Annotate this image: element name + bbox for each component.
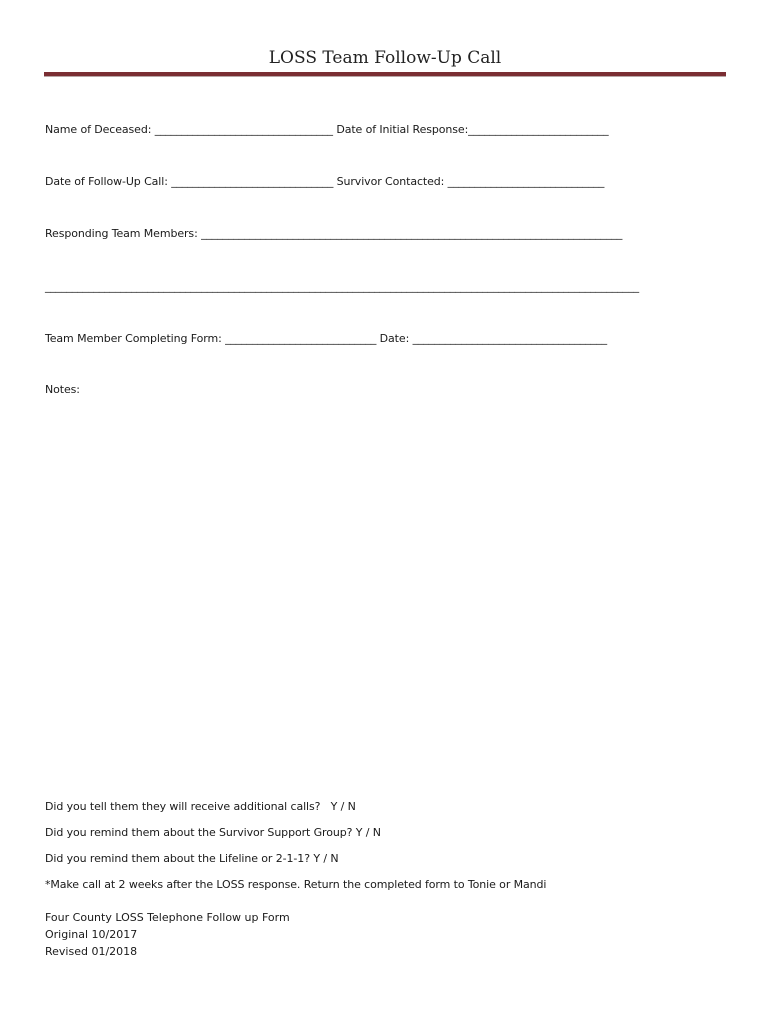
form-name: Four County LOSS Telephone Follow up Form — [45, 911, 290, 924]
title-divider — [44, 72, 726, 77]
field-completing-member-date[interactable]: Team Member Completing Form: ____________________________ Date: ____________________________________ — [45, 332, 607, 345]
question-lifeline: Did you remind them about the Lifeline or 2-1-1? Y / N — [45, 852, 339, 865]
question-additional-calls: Did you tell them they will receive additional calls? Y / N — [45, 800, 356, 813]
form-footer — [45, 909, 290, 960]
page-title: LOSS Team Follow-Up Call — [268, 48, 502, 68]
field-followup-survivor[interactable]: Date of Follow-Up Call: ______________________________ Survivor Contacted: _____________________________ — [45, 175, 605, 188]
original-date: Original 10/2017 — [45, 928, 138, 941]
field-team-members-continued[interactable]: ______________________________________________________________________________________________________________ — [45, 280, 640, 293]
field-team-members[interactable]: Responding Team Members: ______________________________________________________________________________ — [45, 227, 623, 240]
question-support-group: Did you remind them about the Survivor Support Group? Y / N — [45, 826, 381, 839]
notes-label: Notes: — [45, 383, 80, 396]
revised-date: Revised 01/2018 — [45, 945, 138, 958]
field-deceased-initial-response[interactable]: Name of Deceased: _________________________________ Date of Initial Response:__________________________ — [45, 123, 609, 136]
instruction-note: *Make call at 2 weeks after the LOSS response. Return the completed form to Tonie or Mandi — [45, 878, 547, 891]
